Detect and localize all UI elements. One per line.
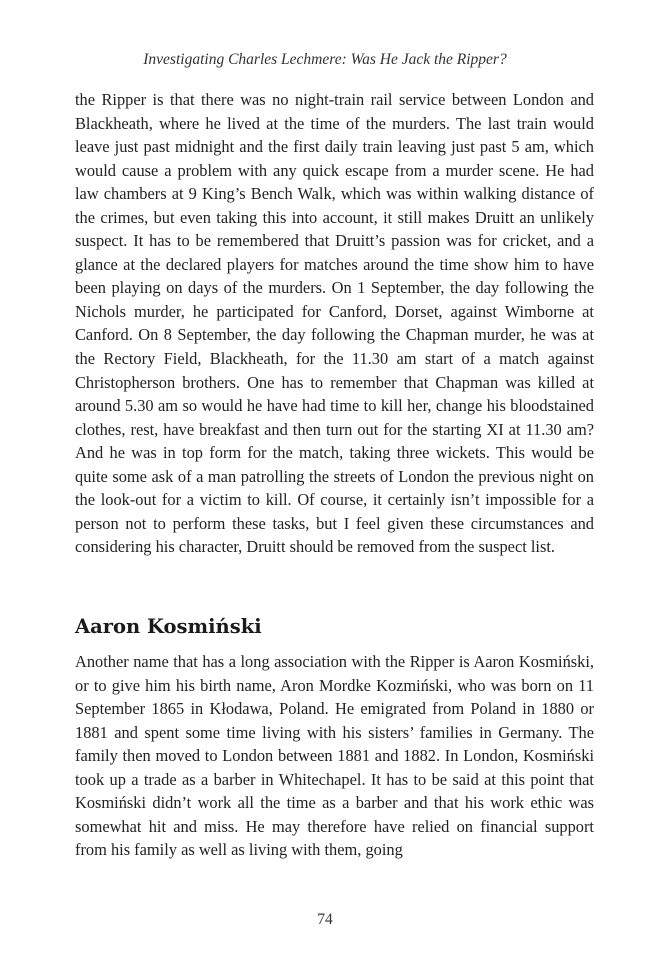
paragraph-druitt-cricket: the Ripper is that there was no night-train rail service between London and Blackheath, where he lived at the time of the murders. The last train would leave just past midnight and the first daily train leaving just past 5 am, which would cause a problem with any quick escape from a murder scene. He had law chambers at 9 King’s Bench Walk, which was within walking distance of the crimes, but even taking this into account, it still makes Druitt an unlikely suspect. It has to be remembered that Druitt’s passion was for cricket, and a glance at the declared players for matches around the time show him to have been playing on days of the murders. On 1 September, the day following the Nichols murder, he participated for Canford, Dorset, against Wimborne at Canford. On 8 September, the day following the Chapman murder, he was at the Rectory Field, Blackheath, for the 11.30 am start of a match against Christopherson brothers. One has to remember that Chapman was killed at around 5.30 am so would he have had time to kill her, change his bloodstained clothes, rest, have breakfast and then turn out for the starting XI at 11.30 am? And he was in top form for the match, taking three wickets. This would be quite some ask of a man patrolling the streets of London the previous night on the look-out for a victim to kill. Of course, it certainly isn’t impossible for a person not to perform these tasks, but I feel given these circumstances and considering his character, Druitt should be removed from the suspect list. (75, 90, 594, 557)
running-header: Investigating Charles Lechmere: Was He Jack the Ripper? (143, 51, 507, 68)
paragraph-kosminski-intro: Another name that has a long association with the Ripper is Aaron Kosmiński, or to give him his birth name, Aron Mordke Kozmiński, who was born on 11 September 1865 in Kłodawa, Poland. He emigrated from Poland in 1880 or 1881 and spent some time living with his sisters’ families in Germany. The family then moved to London between 1881 and 1882. In London, Kosmiński took up a trade as a barber in Whitechapel. It has to be said at this point that Kosmiński didn’t work all the time as a barber and that his work ethic was somewhat hit and miss. He may therefore have relied on financial support from his family as well as living with them, going (75, 652, 594, 860)
page-number: 74 (317, 911, 333, 928)
section-heading-kosminski: Aaron Kosmiński (75, 615, 262, 638)
